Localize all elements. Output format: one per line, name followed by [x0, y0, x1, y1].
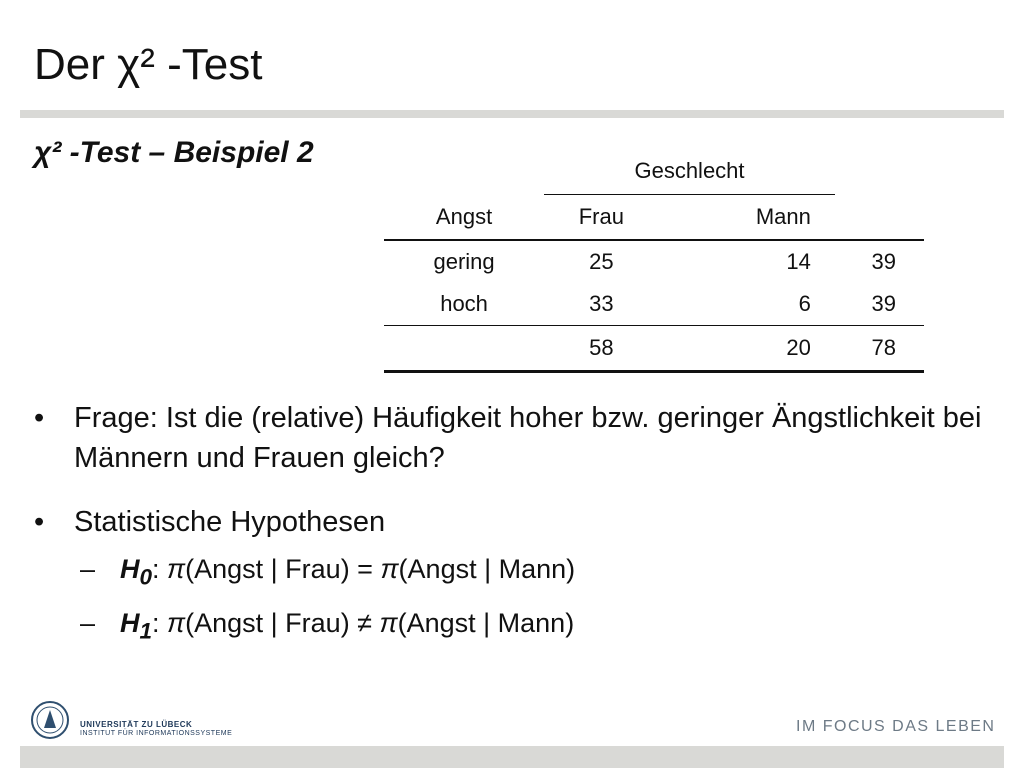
totals-row — [384, 326, 924, 372]
title-divider — [20, 110, 1004, 118]
hypothesis-h1: – $H_1$: π(Angst | Frau) ≠ π(Angst | Mann) — [80, 600, 994, 654]
cell-frau: 33 — [544, 283, 658, 326]
h1-name: $H_1$ — [120, 608, 153, 644]
cell-mann: 6 — [659, 283, 835, 326]
bullet-dot-icon: • — [34, 506, 45, 538]
footer-bar — [20, 746, 1004, 768]
institute-name: INSTITUT FÜR INFORMATIONSSYSTEME — [80, 730, 233, 737]
column-header-frau: Frau — [544, 195, 658, 241]
dash-icon: – — [80, 554, 96, 584]
cell-total: 39 — [835, 283, 924, 326]
bullet-question — [34, 398, 994, 478]
cell-mann: 14 — [786, 249, 811, 274]
footer-tagline: IM FOCUS DAS LEBEN — [796, 718, 996, 735]
hypothesis-h0: – $H_0$: π(Angst | Frau) = π(Angst | Mann) — [80, 546, 994, 600]
subtitle-text: χ² -Test – Beispiel 2 — [34, 136, 314, 169]
total-mann: 20 — [659, 326, 835, 372]
question-text: Frage: Ist die (relative) Häufigkeit hoher bzw. geringer Ängstlichkeit bei Männern und Frauen gleich? — [74, 402, 982, 474]
row-label: gering — [433, 249, 495, 274]
dash-icon: – — [80, 608, 96, 639]
slide-title: Der χ² -Test — [34, 40, 263, 89]
table-row — [384, 240, 924, 283]
row-label: hoch — [384, 283, 544, 326]
column-group-header: Geschlecht — [544, 148, 835, 195]
slide-subtitle — [34, 136, 314, 170]
table-row — [384, 283, 924, 326]
h0-name: $H_0$ — [120, 554, 153, 590]
total-frau: 58 — [544, 326, 658, 372]
hypotheses-heading: Statistische Hypothesen — [74, 506, 386, 538]
cell-frau: 25 — [589, 249, 614, 274]
bullet-hypotheses — [34, 502, 994, 655]
cell-total: 39 — [871, 249, 896, 274]
row-header: Angst — [384, 195, 544, 241]
university-seal-logo — [30, 698, 70, 742]
contingency-table — [384, 148, 924, 373]
grand-total: 78 — [835, 326, 924, 372]
university-name: UNIVERSITÄT ZU LÜBECK — [80, 720, 193, 729]
column-header-mann: Mann — [659, 195, 835, 241]
bullet-list — [34, 398, 994, 679]
bullet-dot-icon: • — [34, 402, 45, 434]
hypotheses-list — [80, 546, 994, 655]
